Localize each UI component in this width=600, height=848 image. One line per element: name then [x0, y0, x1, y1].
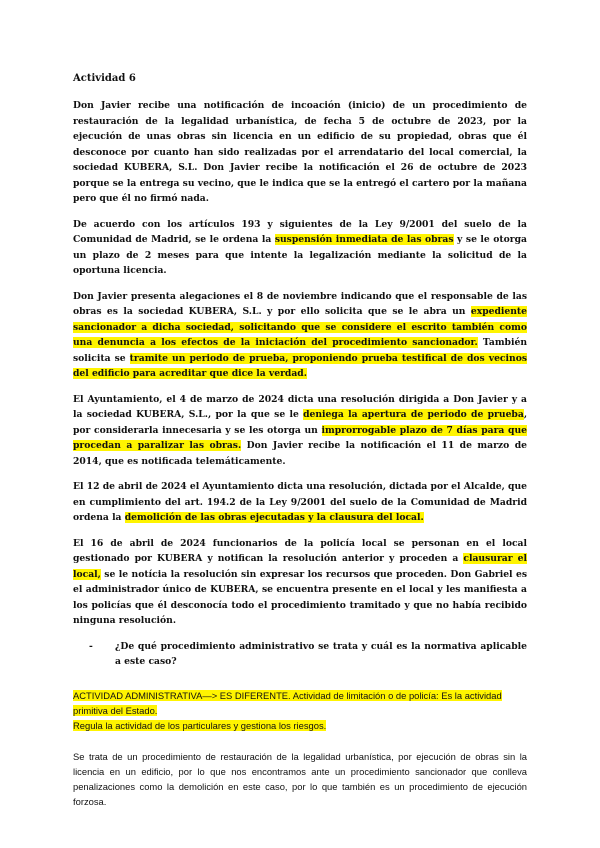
- text-segment: Don Javier recibe la notificación el 11 de marzo de 2014, que es notificada telemáticamente.: [73, 440, 527, 467]
- paragraph-police-closure: [73, 536, 527, 629]
- answer-paragraph: Se trata de un procedimiento de restauración de la legalidad urbanística, por ejecución de obras sin la licencia en un edificio, por lo que nos encontramos ante un procedimiento sancionador que conlleva penalizaciones como la demolición en este caso, por lo que también es un procedimiento de ejecución forzosa.: [73, 750, 527, 807]
- highlighted-text: tramite un periodo de prueba, proponiendo prueba testifical de dos vecinos del edificio para acreditar que dice la verdad.: [73, 352, 527, 379]
- text-segment: , por considerarla innecesaria y se les otorga un: [73, 409, 528, 436]
- paragraph-notification: Don Javier recibe una notificación de incoación (inicio) de un procedimiento de restauración de la legalidad urbanística, de fecha 5 de octubre de 2023, por la ejecución de unas obras sin licencia en un edificio de su propiedad, obras que él desconoce por cuanto han sido realizadas por el arrendatario del local comercial, la sociedad KUBERA, S.L. Don Javier recibe la notificación el 26 de octubre de 2023 porque se la entrega su vecino, que le indica que se la entregó el cartero por la mañana pero que él no firmó nada.: [73, 100, 527, 204]
- text-segment: Don Javier presenta alegaciones el 8 de noviembre indicando que el responsable de las obras es la sociedad KUBERA, S.L. y por ello solicita que se le abra un: [73, 290, 527, 317]
- text-segment: El 12 de abril de 2024 el Ayuntamiento dicta una resolución, dictada por el Alcalde, que en cumplimiento del art. 194.2 de la Ley 9/2001 del suelo de la Comunidad de Madrid ordena la: [73, 481, 527, 523]
- question-text: ¿De qué procedimiento administrativo se trata y cuál es la normativa aplicable a este caso?: [115, 640, 527, 667]
- highlighted-text: suspensión inmediata de las obras: [274, 234, 454, 245]
- text-segment: se le notícia la resolución sin expresar los recursos que proceden. Don Gabriel es el administrador único de KUBERA, se encuentra presente en el local y les manifiesta a los policías que él desconocía todo el procedimiento tramitado y que no había recibido ninguna resolución.: [73, 568, 527, 626]
- document-title: Actividad 6: [73, 73, 136, 84]
- text-segment: De acuerdo con los artículos 193 y siguientes de la Ley 9/2001 del suelo de la Comunidad de Madrid, se le ordena la: [73, 218, 527, 245]
- question-item: [89, 639, 527, 670]
- note-line-2: Regula la actividad de los particulares y gestiona los riesgos.: [73, 719, 327, 731]
- text-segment: El 16 de abril de 2024 funcionarios de la policía local se personan en el local gestionado por KUBERA y notifican la resolución anterior y proceden a: [73, 537, 527, 564]
- paragraph-resolution-april: [73, 479, 527, 526]
- highlighted-text: expediente sancionador a dicha sociedad, solicitando que se considere el escrito también como una denuncia a los efectos de la iniciación del procedimiento sancionador.: [73, 306, 527, 348]
- paragraph-allegations: [73, 289, 527, 382]
- highlighted-text: improrrogable plazo de 7 días para que procedan a paralizar las obras.: [73, 424, 527, 451]
- paragraph-suspension: [73, 217, 527, 279]
- highlighted-note: [73, 688, 527, 733]
- highlighted-text: clausurar el local,: [73, 553, 527, 580]
- highlighted-text: demolición de las obras ejecutadas y la clausura del local.: [124, 512, 424, 523]
- text-segment: El Ayuntamiento, el 4 de marzo de 2024 dicta una resolución dirigida a Don Javier y a la sociedad KUBERA, S.L., por la que se le: [73, 393, 527, 420]
- text-segment: y se le otorga un plazo de 2 meses para que intente la legalización mediante la solicitud de la oportuna licencia.: [73, 234, 527, 276]
- bullet-dash: -: [89, 640, 93, 652]
- text-segment: También solicita se: [73, 337, 527, 364]
- note-line-1: ACTIVIDAD ADMINISTRATIVA—> ES DIFERENTE. Actividad de limitación o de policía: Es la actividad primitiva del Estado.: [73, 689, 502, 716]
- document-body: [73, 72, 527, 809]
- paragraph-resolution-march: [73, 392, 527, 470]
- highlighted-text: deniega la apertura de periodo de prueba: [303, 409, 524, 420]
